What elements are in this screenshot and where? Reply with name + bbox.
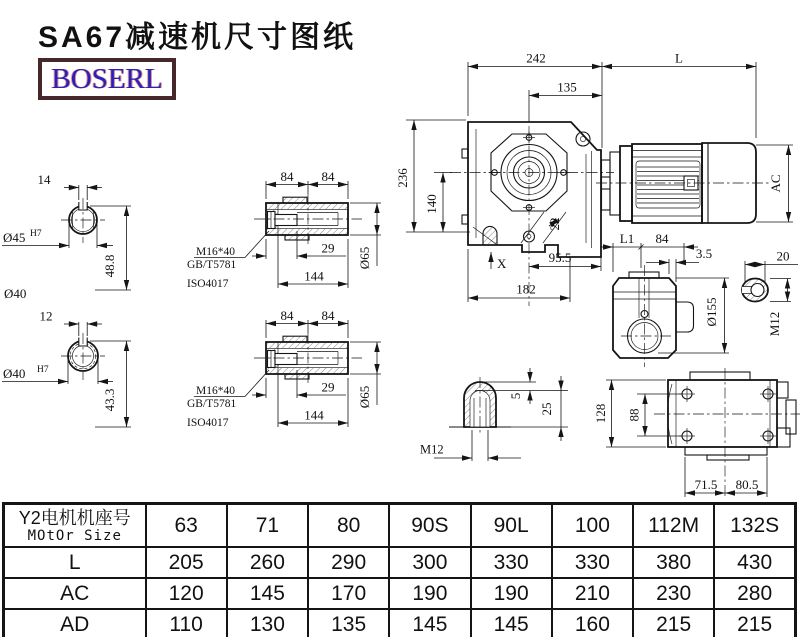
table-cell: 290 xyxy=(308,547,389,578)
brand-logo-text: BOSERL xyxy=(51,62,163,95)
label-x-mark: X xyxy=(497,256,507,271)
dim-segment-1: 84 xyxy=(280,169,294,184)
dim-center-offset: 135 xyxy=(557,79,577,95)
dim-flange-dia: Ø155 xyxy=(704,297,719,327)
label-bolt-spec: M16*40 xyxy=(196,246,235,258)
dim-bore: Ø45 xyxy=(3,230,26,245)
dim-step: 3.5 xyxy=(695,246,713,261)
view-plug-detail xyxy=(420,368,568,461)
view-slot-detail xyxy=(742,249,798,337)
dim-width: 84 xyxy=(655,231,669,246)
table-cell: 130 xyxy=(227,609,308,637)
dim-hub-dia: Ø65 xyxy=(357,246,372,270)
table-cell: 120 xyxy=(146,578,227,609)
table-cell: 110 xyxy=(146,609,227,637)
table-cell: 205 xyxy=(146,547,227,578)
col-header: 112M xyxy=(633,504,714,548)
dim-rib: 22 xyxy=(547,217,562,231)
dim-offset-1: 71.5 xyxy=(694,477,718,492)
label-standard-gb: GB/T5781 xyxy=(187,398,237,410)
table-header-en: MOtOr Size xyxy=(27,527,122,544)
table-row xyxy=(4,578,796,609)
dim-segment-1: 84 xyxy=(280,308,294,323)
col-header: 90S xyxy=(389,504,470,548)
dim-bolt-length: 29 xyxy=(321,379,335,395)
view-hollow-shaft-bottom xyxy=(187,308,381,429)
dim-base-width: 182 xyxy=(516,281,536,297)
row-label: AC xyxy=(4,578,146,609)
table-cell: 330 xyxy=(471,547,552,578)
table-header-row xyxy=(4,504,796,548)
row-label: AD xyxy=(4,609,146,637)
dim-gearbox-width: 242 xyxy=(526,50,546,66)
dim-segment-2: 84 xyxy=(321,169,335,184)
table-cell: 260 xyxy=(227,547,308,578)
dim-thread-length: 25 xyxy=(539,402,554,416)
view-front xyxy=(600,231,729,367)
table-cell: 215 xyxy=(633,609,714,637)
table-header-cell xyxy=(4,504,146,548)
dim-bolt-span: 88 xyxy=(626,408,642,422)
view-hollow-shaft-top xyxy=(187,169,381,290)
table-cell: 145 xyxy=(227,578,308,609)
table-header-cn: Y2电机机座号 xyxy=(18,507,131,528)
table-row xyxy=(4,547,796,578)
table-cell: 330 xyxy=(552,547,633,578)
col-header: 80 xyxy=(308,504,389,548)
table-row xyxy=(4,609,796,637)
dim-height: 236 xyxy=(395,168,410,188)
table-cell: 210 xyxy=(552,578,633,609)
dim-bore-tolerance: H7 xyxy=(37,365,49,375)
table-cell: 145 xyxy=(471,609,552,637)
view-shaft-end-top xyxy=(2,172,131,301)
view-shaft-end-bottom xyxy=(2,309,131,428)
dim-axis-offset: 95.5 xyxy=(548,250,572,265)
table-cell: 190 xyxy=(389,578,470,609)
table-cell: 300 xyxy=(389,547,470,578)
table-cell: 280 xyxy=(714,578,795,609)
row-label: L xyxy=(4,547,146,578)
label-standard-iso: ISO4017 xyxy=(187,417,229,429)
view-top xyxy=(593,368,800,498)
dim-keyway-width: 14 xyxy=(37,172,51,187)
table-cell: 380 xyxy=(633,547,714,578)
label-standard-gb: GB/T5781 xyxy=(187,259,237,271)
col-header: 132S xyxy=(714,504,795,548)
table-cell: 135 xyxy=(308,609,389,637)
label-standard-iso: ISO4017 xyxy=(187,278,229,290)
table-cell: 160 xyxy=(552,609,633,637)
dim-shaft-dia: Ø40 xyxy=(4,286,27,301)
page-title: SA67减速机尺寸图纸 xyxy=(38,21,357,54)
dim-hub-dia: Ø65 xyxy=(357,385,372,409)
dim-bolt-length: 29 xyxy=(321,240,335,256)
dim-segment-2: 84 xyxy=(321,308,335,323)
col-header: 63 xyxy=(146,504,227,548)
col-header: 100 xyxy=(552,504,633,548)
dim-tip-height: 5 xyxy=(508,392,523,400)
dim-plug-thread: M12 xyxy=(420,442,444,457)
dim-bore: Ø40 xyxy=(3,366,26,381)
table-cell: 190 xyxy=(471,578,552,609)
dim-slot-width: 20 xyxy=(776,248,790,264)
dim-housing-length: 128 xyxy=(593,403,608,424)
dim-offset-2: 80.5 xyxy=(735,477,759,492)
dim-foot-height: 140 xyxy=(424,194,439,214)
dim-bore-length: 144 xyxy=(304,268,324,284)
dim-key-depth: 43.3 xyxy=(102,388,117,412)
table-cell: 215 xyxy=(714,609,795,637)
dim-bore-length: 144 xyxy=(304,407,324,423)
table-cell: 430 xyxy=(714,547,795,578)
col-header: 71 xyxy=(227,504,308,548)
motor-size-table xyxy=(2,502,797,637)
dim-bore-tolerance: H7 xyxy=(30,229,42,239)
dim-motor-length: L xyxy=(675,50,683,66)
dim-l1: L1 xyxy=(619,231,635,246)
dim-motor-od: AC xyxy=(768,174,783,193)
dim-key-depth: 48.8 xyxy=(102,254,117,278)
view-main-side xyxy=(395,51,793,307)
dim-thread: M12 xyxy=(767,311,782,337)
label-bolt-spec: M16*40 xyxy=(196,385,235,397)
dim-keyway-width: 12 xyxy=(39,308,53,324)
table-cell: 230 xyxy=(633,578,714,609)
col-header: 90L xyxy=(471,504,552,548)
table-cell: 170 xyxy=(308,578,389,609)
table-cell: 145 xyxy=(389,609,470,637)
